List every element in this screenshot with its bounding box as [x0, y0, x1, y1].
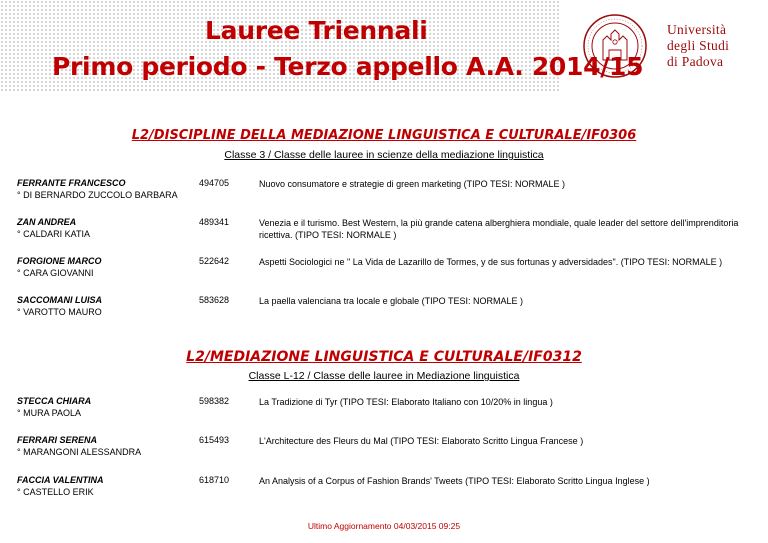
student-id: 494705 [199, 178, 230, 188]
section-subtitle: Classe 3 / Classe delle lauree in scienze della mediazione linguistica [224, 149, 544, 161]
thesis-title: An Analysis of a Corpus of Fashion Brands' Tweets (TIPO TESI: Elaborato Scritto Lingua Inglese ) [259, 476, 650, 486]
student-id: 522642 [199, 256, 230, 266]
supervisor-name: ° VAROTTO MAURO [17, 307, 102, 317]
section-subtitle: Classe L-12 / Classe delle lauree in Mediazione linguistica [248, 370, 520, 382]
page-title: Lauree Triennali [205, 16, 428, 45]
thesis-title: Venezia e il turismo. Best Western, la più grande catena alberghiera mondiale, quale leader del settore dell'imprenditoria ricettiva. (TIPO TESI: NORMALE ) [259, 218, 739, 240]
student-name: STECCA CHIARA [17, 396, 92, 406]
thesis-title: La paella valenciana tra locale e globale (TIPO TESI: NORMALE ) [259, 296, 523, 306]
student-id: 618710 [199, 475, 230, 485]
thesis-title: La Tradizione di Tyr (TIPO TESI: Elaborato Italiano con 10/20% in lingua ) [259, 397, 553, 407]
university-name-line1: Università [667, 22, 727, 37]
student-id: 583628 [199, 295, 230, 305]
thesis-title: Aspetti Sociologici ne " La Vida de Lazarillo de Tormes, y de sus fortunas y adversidades". (TIPO TESI: NORMALE ) [259, 257, 723, 267]
university-name-line2: degli Studi [667, 38, 730, 53]
university-name [667, 22, 729, 70]
student-name: ZAN ANDREA [17, 217, 77, 227]
student-name: FERRARI SERENA [17, 435, 98, 445]
student-name: SACCOMANI LUISA [17, 295, 102, 305]
supervisor-name: ° CASTELLO ERIK [17, 487, 94, 497]
university-seal-logo [583, 14, 647, 78]
section-title: L2/DISCIPLINE DELLA MEDIAZIONE LINGUISTICA E CULTURALE/IF0306 [131, 128, 637, 143]
student-name: FERRANTE FRANCESCO [17, 178, 126, 188]
thesis-title: Nuovo consumatore e strategie di green marketing (TIPO TESI: NORMALE ) [259, 179, 565, 189]
student-id: 489341 [199, 217, 230, 227]
page-subtitle: Primo periodo - Terzo appello A.A. 2014/15 [52, 52, 644, 81]
last-updated-footer: Ultimo Aggiornamento 04/03/2015 09:25 [307, 521, 461, 531]
student-id: 615493 [199, 435, 230, 445]
university-name-line3: di Padova [667, 54, 724, 69]
supervisor-name: ° CALDARI KATIA [17, 229, 90, 239]
thesis-title: L'Architecture des Fleurs du Mal (TIPO TESI: Elaborato Scritto Lingua Francese ) [259, 436, 584, 446]
supervisor-name: ° CARA GIOVANNI [17, 268, 94, 278]
student-id: 598382 [199, 396, 230, 406]
student-name: FACCIA VALENTINA [17, 475, 104, 485]
student-name: FORGIONE MARCO [17, 256, 102, 266]
section-title: L2/MEDIAZIONE LINGUISTICA E CULTURALE/IF0312 [186, 349, 582, 365]
supervisor-name: ° DI BERNARDO ZUCCOLO BARBARA [17, 190, 178, 200]
supervisor-name: ° MARANGONI ALESSANDRA [17, 447, 142, 457]
supervisor-name: ° MURA PAOLA [17, 408, 81, 418]
